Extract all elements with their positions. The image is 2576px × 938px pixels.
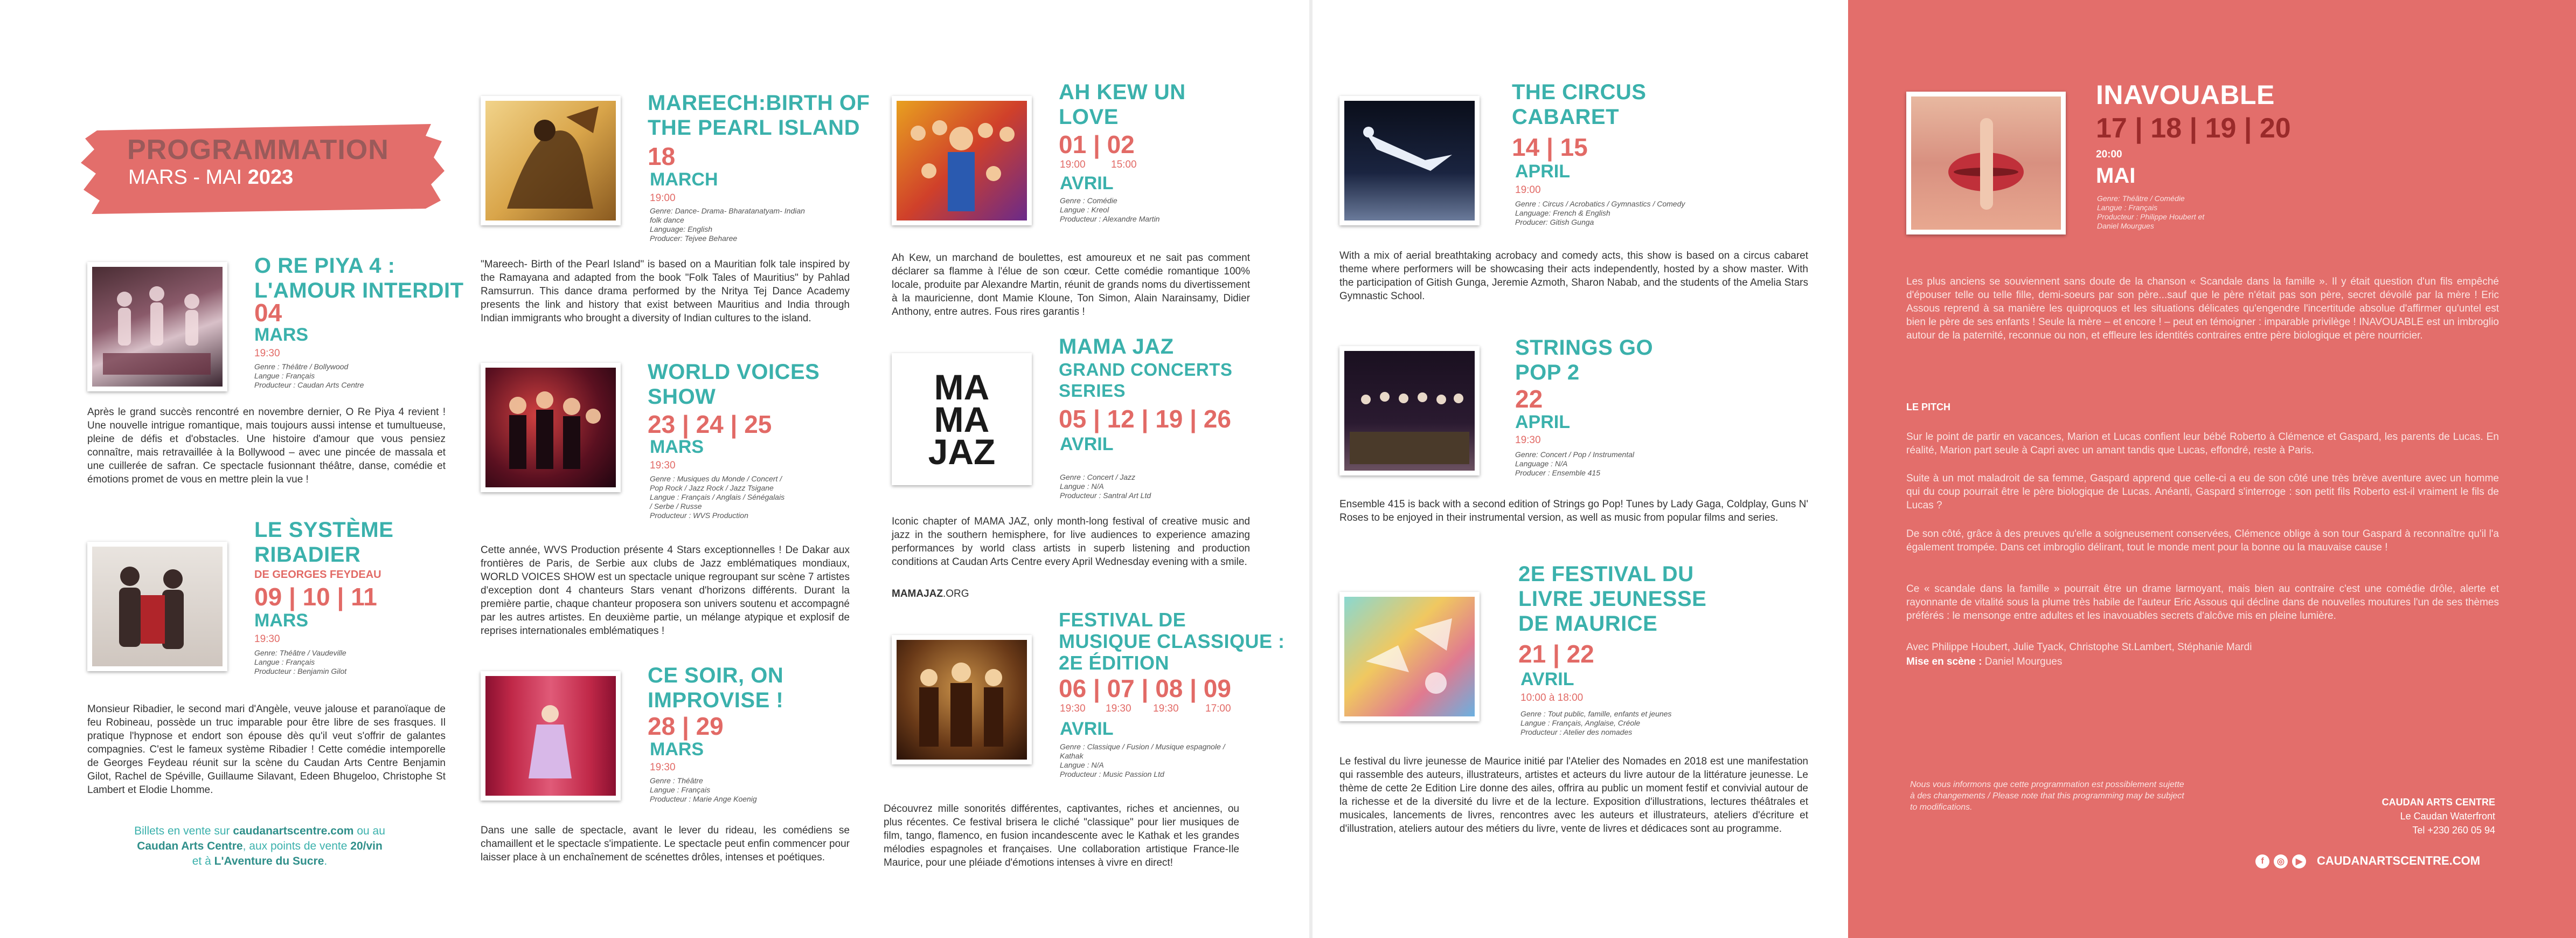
inavouable-intro: Les plus anciens se souviennent sans doute de la chanson « Scandale dans la famille ». Il y était question d'un fils empêché d'épouser telle ou telle fille, demi-soeurs par son père...sauf que le père n'était pas son père, secret dévoilé par la mère ! Eric Assous reprend à sa manière les quiproquos et les situations délicates qu'engendre l'incertitude absolue d'affirmer qu'untel est bien le père de ses enfants ! Seule la mère – et encore ! – peut en témoigner : imparable privilège ! INAVOUABLE est un imbroglio autour de la paternité, reconnue ou non, et effleure les identités contraires entre père biologique et père nourricier. (1906, 276, 2499, 341)
ahkew-dates: 01 | 02 (1059, 130, 1135, 158)
inavouable-staging: Mise en scène : Daniel Mourgues (1906, 656, 2063, 667)
programme-title: PROGRAMMATION (127, 134, 389, 165)
mareech-time: 19:00 (650, 192, 676, 204)
wvs-dates: 23 | 24 | 25 (648, 410, 772, 438)
piya-image (87, 262, 227, 391)
festival-dates: 06 | 07 | 08 | 09 (1059, 674, 1231, 702)
inavouable-time: 20:00 (2096, 149, 2122, 160)
circus-time: 19:00 (1515, 184, 1541, 196)
pitch-paragraph-4: Ce « scandale dans la famille » pourrait être un drame larmoyant, mais bien au contraire c'est une comédie drôle, alerte et rayonnante de vitalité sous la plume très habile de l'auteur Eric Assous qui décline dans de nouvelles moutures l'un de ses thèmes préférés : le mensonge entre adultes et les inavouables secrets d'alcôve mis en pleine lumière. (1906, 583, 2499, 622)
inavouable-title: INAVOUABLE (2096, 80, 2275, 110)
mareech-month: MARCH (650, 169, 718, 190)
livre-time: 10:00 à 18:00 (1520, 692, 1584, 704)
venue-info: CAUDAN ARTS CENTRE Le Caudan Waterfront Tel +230 260 05 94 (2381, 797, 2495, 836)
ribadier-title: LE SYSTÈME RIBADIER (254, 518, 394, 567)
inavouable-cast: Avec Philippe Houbert, Julie Tyack, Christophe St.Lambert, Stéphanie Mardi (1906, 642, 2252, 653)
livre-image (1339, 592, 1480, 721)
livre-month: AVRIL (1520, 669, 1574, 689)
piya-time: 19:30 (254, 348, 280, 359)
pitch-heading: LE PITCH (1906, 402, 1951, 412)
strings-image (1339, 346, 1480, 475)
mareech-title: MAREECH:BIRTH OF THE PEARL ISLAND (648, 91, 870, 140)
ticket-site-link[interactable]: caudanartscentre.com (233, 825, 354, 837)
venue-website[interactable]: CAUDANARTSCENTRE.COM (2317, 854, 2481, 867)
programme-subtitle: MARS - MAI 2023 (128, 166, 294, 189)
circus-month: APRIL (1515, 161, 1570, 182)
circus-dates: 14 | 15 (1512, 133, 1588, 161)
circus-meta: Genre : Circus / Acrobatics / Gymnastics / Comedy Language: French & English Producer: Gitish Gunga (1515, 199, 1685, 226)
festival-month: AVRIL (1060, 719, 1114, 739)
festival-time-2: 19:30 (1106, 703, 1131, 714)
circus-title: THE CIRCUS CABARET (1512, 80, 1647, 129)
piya-description: Après le grand succès rencontré en novembre dernier, O Re Piya 4 revient ! Une nouvelle intrigue romantique, mais toujours aussi intense et tumultueuse, pleine de défis et d'obstacles. Une histoire d'amour que vous pensiez connaître, mais retravaillée à la Bollywood – avec une pincée de massala et une cuillerée de safran. Ce spectacle fusionnant théâtre, danse, comédie et émotions promet de vous en mettre plein la vue ! (87, 406, 446, 485)
festival-meta: Genre : Classique / Fusion / Musique espagnole / Kathak Langue : N/A Producteur : Music Passion Ltd (1060, 742, 1225, 778)
cesoir-month: MARS (650, 739, 704, 760)
mamajaz-meta: Genre : Concert / Jazz Langue : N/A Producteur : Santral Art Ltd (1060, 473, 1151, 500)
festival-image (892, 635, 1032, 764)
wvs-description: Cette année, WVS Production présente 4 Stars exceptionnelles ! De Dakar aux frontières de Paris, de Serbie aux clubs de Jazz emblématiques mondiaux, WORLD VOICES SHOW est un spectacle unique regroupant sur scène 7 artistes d'exception dont 4 chanteurs Stars venant d'horizons différents. Durant la première partie, chaque chanteur proposera son univers soutenu et accompagné par les autres artistes. En deuxième partie, un mélange atypique et explosif de reprises internationales emblématiques ! (481, 544, 850, 637)
youtube-icon[interactable]: ▶ (2292, 854, 2306, 868)
ribadier-time: 19:30 (254, 633, 280, 645)
ahkew-meta: Genre : Comédie Langue : Kreol Producteur : Alexandre Martin (1060, 196, 1160, 223)
strings-description: Ensemble 415 is back with a second edition of Strings go Pop! Tunes by Lady Gaga, Coldplay, Guns N' Roses to be enjoyed in their instrumental version, as well as music from popular films and series. (1339, 499, 1808, 523)
strings-title: STRINGS GO POP 2 (1515, 336, 1654, 384)
mamajaz-subtitle: GRAND CONCERTS SERIES (1059, 360, 1233, 401)
festival-description: Découvrez mille sonorités différentes, captivantes, riches et anciennes, ou plus récentes. Ce festival brisera le cliché "classique" pour lier musiques de film, tango, flamenco, en fusion incandescente avec le Kathak et les grandes mélodies espagnoles et françaises. Une collaboration artistique France-Ile Maurice, pour une pléiade d'émotions intenses à vivre en direct! (884, 803, 1239, 868)
facebook-icon[interactable]: f (2255, 854, 2269, 868)
strings-meta: Genre: Concert / Pop / Instrumental Language : N/A Producer : Ensemble 415 (1515, 450, 1634, 477)
festival-time-3: 19:30 (1153, 703, 1179, 714)
wvs-time: 19:30 (650, 460, 676, 471)
ribadier-author: DE GEORGES FEYDEAU (254, 569, 381, 581)
livre-description: Le festival du livre jeunesse de Maurice initié par l'Atelier des Nomades en 2018 est une manifestation qui rassemble des auteurs, illustrateurs, artistes et acteurs du livre autour de la littérature jeunesse. Le thème de cette 2e Edition Lire donne des ailes, offrira au public un moment festif et convivial autour de la richesse et de la diversité du livre et de la lecture. Exposition d'illustrations, lectures théâtrales et musicales, lancements de livres, rencontres avec les auteurs et illustrateurs, ateliers d'écriture et d'illustration, ateliers autour des métiers du livre, vente de livres et dédicaces sont au programme. (1339, 756, 1808, 834)
pitch-paragraph-1: Sur le point de partir en vacances, Marion et Lucas confient leur bébé Roberto à Clémence et Gaspard, les parents de Lucas. En réalité, Marion part seule à Capri avec un amant tandis que Lucas, effondré, reste à Paris. (1906, 431, 2499, 456)
strings-month: APRIL (1515, 412, 1570, 432)
wvs-month: MARS (650, 437, 704, 457)
inavouable-month: MAI (2096, 164, 2136, 188)
mamajaz-title: MAMA JAZ (1059, 335, 1174, 358)
livre-meta: Genre : Tout public, famille, enfants et jeunes Langue : Français, Anglaise, Créole Producteur : Atelier des nomades (1520, 709, 1672, 736)
inavouable-image (1906, 92, 2066, 235)
cesoir-meta: Genre : Théâtre Langue : Français Producteur : Marie Ange Koenig (650, 776, 757, 803)
circus-description: With a mix of aerial breathtaking acrobacy and comedy acts, this show is based on a circus cabaret theme where performers will be showcasing their acts independently, hosted by a show master. With the participation of Gitish Gunga, Jeremie Azmoth, Sharon Nabab, and the students of the Amelia Stars Gymnastic School. (1339, 250, 1808, 302)
ahkew-time-1: 19:00 (1060, 159, 1086, 170)
mamajaz-website[interactable]: MAMAJAZ.ORG (892, 588, 969, 599)
ahkew-description: Ah Kew, un marchand de boulettes, est amoureux et ne sait pas comment déclarer sa flamme à l'élue de son cœur. Cette comédie romantique 100% locale, produite par Alexandre Martin, réunit de grands noms du divertissement à la mauricienne, dont Mamie Kloune, Ton Simon, Alain Narainsamy, Didier Anthony, entre autres. Fous rires garantis ! (892, 252, 1250, 318)
mamajaz-description: Iconic chapter of MAMA JAZ, only month-long festival of creative music and jazz in the southern hemisphere, for live audiences to experience amazing performances by world class artists in superb listening and production conditions at Caudan Arts Centre every April Wednesday evening with a smile. (892, 516, 1250, 568)
ribadier-dates: 09 | 10 | 11 (254, 583, 377, 611)
mamajaz-logo: MA MA JAZ (892, 353, 1032, 485)
cesoir-title: CE SOIR, ON IMPROVISE ! (648, 664, 784, 712)
mamajaz-month: AVRIL (1060, 434, 1114, 454)
pitch-paragraph-3: De son côté, grâce à des preuves qu'elle a soigneusement conservées, Clémence oblige à son tour Gaspard à reconnaître qu'il l'a également trompée. Dans cet imbroglio délirant, tout le monde ment pour la bonne ou la mauvaise cause ! (1906, 528, 2499, 553)
ahkew-month: AVRIL (1060, 173, 1114, 194)
mareech-image (481, 96, 621, 225)
ahkew-title: AH KEW UN LOVE (1059, 80, 1186, 129)
pitch-paragraph-2: Suite à un mot maladroit de sa femme, Gaspard apprend que celle-ci a eu de son côté une très brève aventure avec un homme qui du coup pourrait être le père biologique de Lucas. Anéanti, Gaspard s'interroge : son petit fils Roberto est-il vraiment le fils de Lucas ? (1906, 473, 2499, 511)
strings-dates: 22 (1515, 385, 1543, 413)
ribadier-image (87, 542, 227, 671)
ticket-info: Billets en vente sur caudanartscentre.com ou au Caudan Arts Centre, aux points de vente 20/vin et à L'Aventure du Sucre. (134, 825, 385, 867)
wvs-title: WORLD VOICES SHOW (648, 360, 820, 409)
wvs-meta: Genre : Musiques du Monde / Concert / Pop Rock / Jazz Rock / Jazz Tsigane Langue : Français / Anglais / Sénégalais / Serbe / Russe Producteur : WVS Production (650, 474, 785, 520)
wvs-image (481, 363, 621, 492)
festival-title: FESTIVAL DE MUSIQUE CLASSIQUE : 2E ÉDITION (1059, 609, 1285, 674)
cesoir-image (481, 671, 621, 801)
piya-month: MARS (254, 325, 309, 345)
mareech-description: "Mareech- Birth of the Pearl Island" is based on a Mauritian folk tale inspired by the Ramayana and adapted from the book "Folk Tales of Mauritius" by Pahlad Ramsurrun. This dance drama performed by the Nritya Tej Dance Academy presents the link and history that exist between Mauritius and India through Indian immigrants who brought a diversity of Indian cultures to the island. (481, 259, 850, 324)
inavouable-meta: Genre: Théâtre / Comédie Langue : Français Producteur : Philippe Houbert et Daniel Mourgues (2097, 194, 2205, 230)
piya-title: O RE PIYA 4 : L'AMOUR INTERDIT (254, 254, 464, 302)
cesoir-description: Dans une salle de spectacle, avant le lever du rideau, les comédiens se chamaillent et le spectacle s'impatiente. Le spectacle peut enfin commencer pour laisser place à un enchaînement de scénettes drôles, intenses et poétiques. (481, 825, 850, 863)
strings-time: 19:30 (1515, 434, 1541, 446)
livre-title: 2E FESTIVAL DU LIVRE JEUNESSE DE MAURICE (1518, 562, 1707, 636)
cesoir-dates: 28 | 29 (648, 712, 724, 740)
festival-time-1: 19:30 (1060, 703, 1086, 714)
mareech-meta: Genre: Dance- Drama- Bharatanatyam- Indian folk dance Language: English Producer: Tejvee Beharee (650, 206, 805, 243)
mareech-dates: 18 (648, 142, 676, 170)
disclaimer: Nous vous informons que cette programmation est possiblement sujette à des changements / Please note that this programming may be subject to modifications. (1910, 780, 2184, 812)
circus-image (1339, 96, 1480, 225)
piya-meta: Genre : Théâtre / Bollywood Langue : Français Producteur : Caudan Arts Centre (254, 362, 364, 389)
cesoir-time: 19:30 (650, 762, 676, 773)
ahkew-time-2: 15:00 (1111, 159, 1137, 170)
instagram-icon[interactable]: ◎ (2274, 854, 2288, 868)
piya-dates: 04 (254, 299, 282, 327)
inavouable-dates: 17 | 18 | 19 | 20 (2096, 113, 2291, 144)
ahkew-image (892, 96, 1032, 225)
ribadier-meta: Genre: Théâtre / Vaudeville Langue : Français Producteur : Benjamin Gilot (254, 649, 347, 675)
festival-time-4: 17:00 (1205, 703, 1231, 714)
mamajaz-dates: 05 | 12 | 19 | 26 (1059, 405, 1231, 433)
ribadier-month: MARS (254, 610, 309, 631)
ribadier-description: Monsieur Ribadier, le second mari d'Angèle, veuve jalouse et paranoïaque de feu Robineau, possède un truc imparable pour être libre de ses frasques. Il pratique l'hypnose et endort son épouse dès qu'il veut s'offrir de galantes compagnies. C'est le fameux système Ribadier ! Cette comédie intemporelle de Georges Feydeau réunit sur la scène du Caudan Arts Centre Benjamin Gilot, Rachel de Spéville, Guillaume Silavant, Edeen Bhugeloo, Christophe St Lambert et Elodie Lhomme. (87, 704, 446, 796)
livre-dates: 21 | 22 (1518, 640, 1594, 668)
social-links (2255, 853, 2306, 870)
